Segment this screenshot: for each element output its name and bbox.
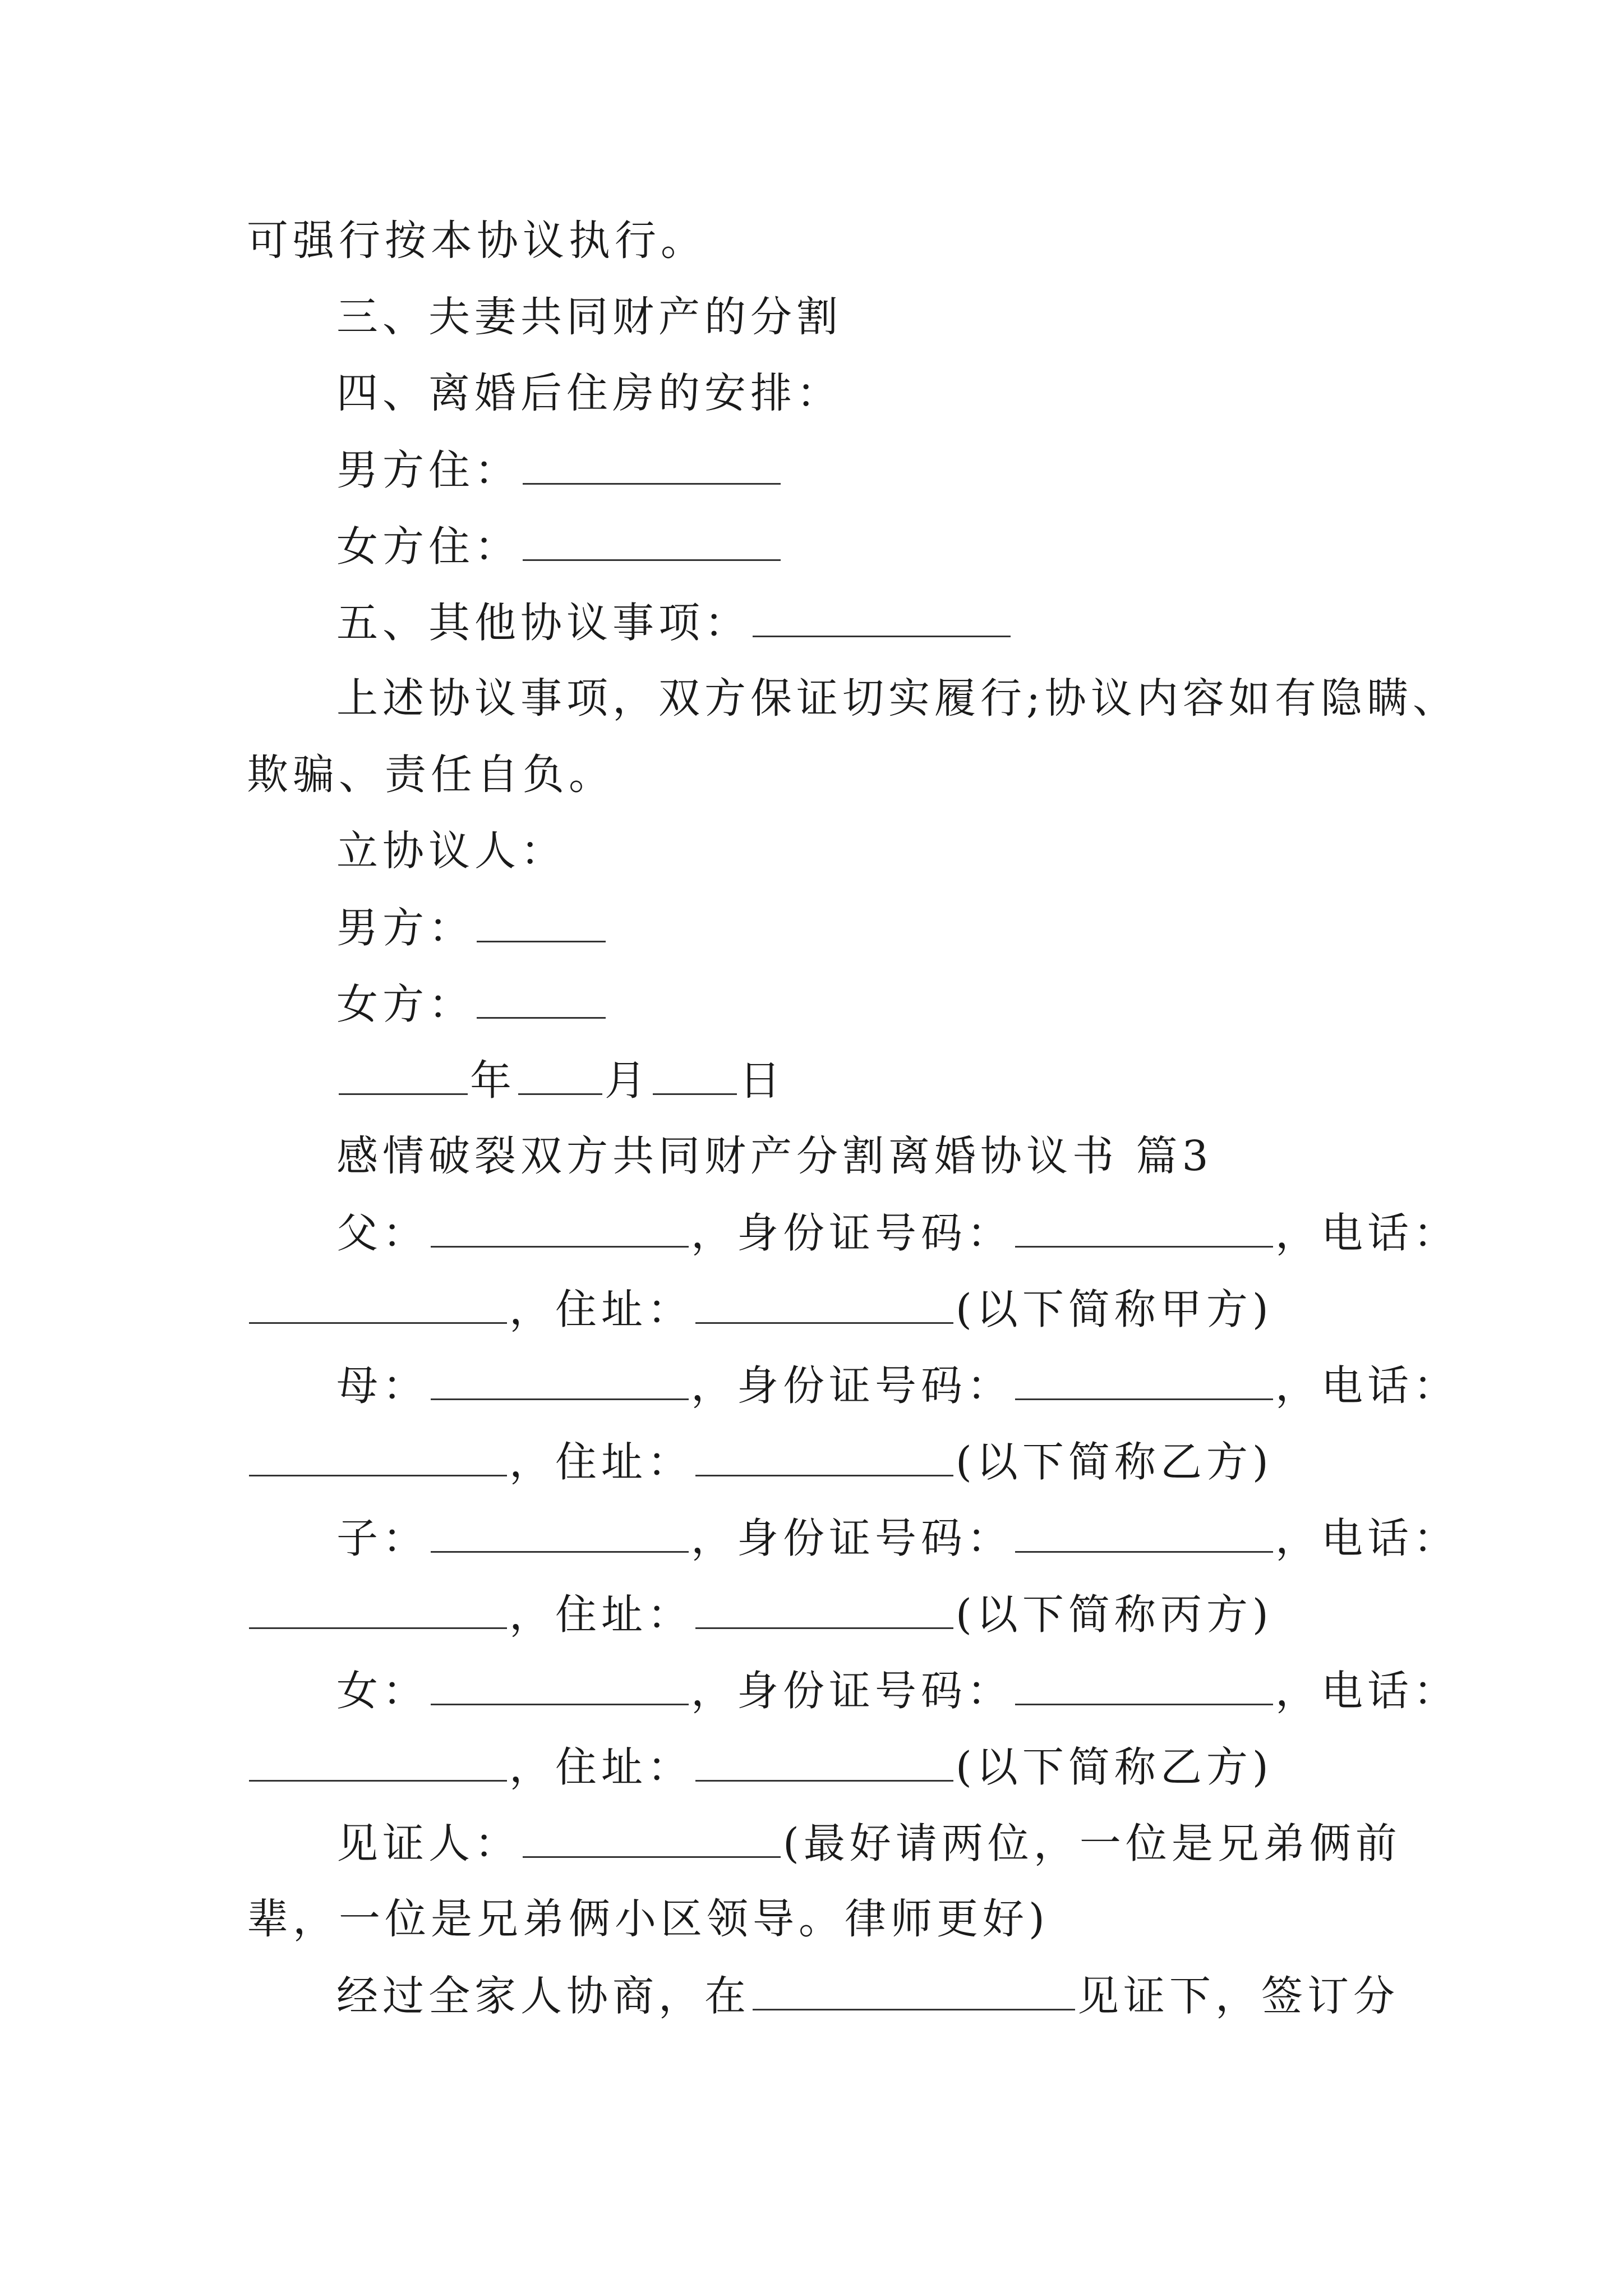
field-label: 父： — [336, 1209, 428, 1258]
mother-address-line — [247, 1438, 1273, 1487]
witness-presence-blank[interactable] — [753, 1975, 1075, 2010]
party-note: (以下简称甲方) — [956, 1285, 1273, 1334]
field-label: 子： — [336, 1514, 428, 1563]
paragraph-line — [247, 1895, 1049, 1943]
daughter-id-blank[interactable] — [1015, 1669, 1273, 1705]
female-residence-line — [336, 522, 783, 571]
father-id-blank[interactable] — [1015, 1212, 1273, 1248]
father-address-blank[interactable] — [695, 1288, 953, 1324]
month-blank[interactable] — [518, 1059, 602, 1095]
paragraph-line — [247, 751, 615, 799]
other-matters-line — [336, 599, 1013, 647]
paragraph-text: 见证下，签订分 — [1077, 1972, 1399, 2021]
daughter-name-blank[interactable] — [431, 1669, 689, 1705]
field-label: 男方： — [336, 904, 474, 953]
field-label: 立协议人： — [336, 827, 566, 875]
field-label: ，电话： — [1275, 1667, 1459, 1715]
section-heading-three — [336, 293, 842, 341]
field-label: ，电话： — [1275, 1209, 1459, 1258]
witness-note: (最好请两位，一位是兄弟俩前 — [783, 1819, 1401, 1868]
field-label: 女方住： — [336, 522, 520, 571]
daughter-line — [336, 1667, 1459, 1715]
date-line — [336, 1056, 785, 1105]
section-heading-four — [336, 369, 842, 417]
paragraph-text: 辈，一位是兄弟俩小区领导。律师更好) — [247, 1895, 1049, 1943]
field-label: 见证人： — [336, 1819, 520, 1868]
father-address-line — [247, 1285, 1273, 1334]
field-label: ，电话： — [1275, 1514, 1459, 1563]
mother-line — [336, 1361, 1459, 1410]
son-address-blank[interactable] — [695, 1593, 953, 1629]
field-label: ，住址： — [509, 1285, 693, 1334]
field-label: ，身份证号码： — [691, 1209, 1013, 1258]
son-name-blank[interactable] — [431, 1517, 689, 1553]
mother-id-blank[interactable] — [1015, 1364, 1273, 1400]
field-label: ，住址： — [509, 1438, 693, 1487]
field-label: ，电话： — [1275, 1361, 1459, 1410]
field-label: 女： — [336, 1667, 428, 1715]
party-note: (以下简称乙方) — [956, 1438, 1273, 1487]
father-line — [336, 1209, 1459, 1258]
signatories-line — [336, 827, 566, 875]
field-label: 五、其他协议事项： — [336, 599, 750, 647]
father-phone-blank[interactable] — [249, 1288, 507, 1324]
field-label: ，身份证号码： — [691, 1514, 1013, 1563]
daughter-phone-blank[interactable] — [249, 1746, 507, 1782]
party-note: (以下简称乙方) — [956, 1743, 1273, 1792]
field-label: ，住址： — [509, 1743, 693, 1792]
year-label: 年 — [470, 1056, 516, 1105]
witness-blank[interactable] — [523, 1822, 781, 1858]
son-line — [336, 1514, 1459, 1563]
text-enforce: 可强行按本协议执行。 — [247, 217, 707, 265]
heading-text: 四、离婚后住房的安排： — [336, 369, 842, 417]
male-residence-line — [336, 446, 783, 495]
paragraph-text: 欺骗、责任自负。 — [247, 751, 615, 799]
day-label: 日 — [739, 1056, 785, 1105]
year-blank[interactable] — [339, 1059, 468, 1095]
mother-name-blank[interactable] — [431, 1364, 689, 1400]
male-signature-blank[interactable] — [477, 907, 606, 942]
male-signature-line — [336, 904, 608, 953]
daughter-address-line — [247, 1743, 1273, 1792]
mother-address-blank[interactable] — [695, 1441, 953, 1476]
field-label: ，身份证号码： — [691, 1361, 1013, 1410]
field-label: 母： — [336, 1361, 428, 1410]
field-label: ，身份证号码： — [691, 1667, 1013, 1715]
female-signature-line — [336, 980, 608, 1029]
paragraph-text: 上述协议事项，双方保证切实履行;协议内容如有隐瞒、 — [336, 674, 1459, 723]
paragraph-line — [336, 674, 1459, 723]
paragraph-text: 经过全家人协商，在 — [336, 1972, 750, 2021]
female-residence-blank[interactable] — [523, 525, 781, 561]
document-title — [336, 1132, 1213, 1180]
day-blank[interactable] — [653, 1059, 737, 1095]
father-name-blank[interactable] — [431, 1212, 689, 1248]
heading-text: 三、夫妻共同财产的分割 — [336, 293, 842, 341]
female-signature-blank[interactable] — [477, 983, 606, 1019]
agreement-line — [336, 1972, 1399, 2021]
title-text: 感情破裂双方共同财产分割离婚协议书 篇3 — [336, 1132, 1213, 1180]
paragraph-line — [247, 217, 707, 265]
party-note: (以下简称丙方) — [956, 1590, 1273, 1639]
field-label: 男方住： — [336, 446, 520, 495]
son-phone-blank[interactable] — [249, 1593, 507, 1629]
witness-line — [336, 1819, 1401, 1868]
son-address-line — [247, 1590, 1273, 1639]
daughter-address-blank[interactable] — [695, 1746, 953, 1782]
son-id-blank[interactable] — [1015, 1517, 1273, 1553]
field-label: ，住址： — [509, 1590, 693, 1639]
mother-phone-blank[interactable] — [249, 1441, 507, 1476]
male-residence-blank[interactable] — [523, 449, 781, 485]
field-label: 女方： — [336, 980, 474, 1029]
other-matters-blank[interactable] — [753, 601, 1011, 637]
month-label: 月 — [605, 1056, 651, 1105]
